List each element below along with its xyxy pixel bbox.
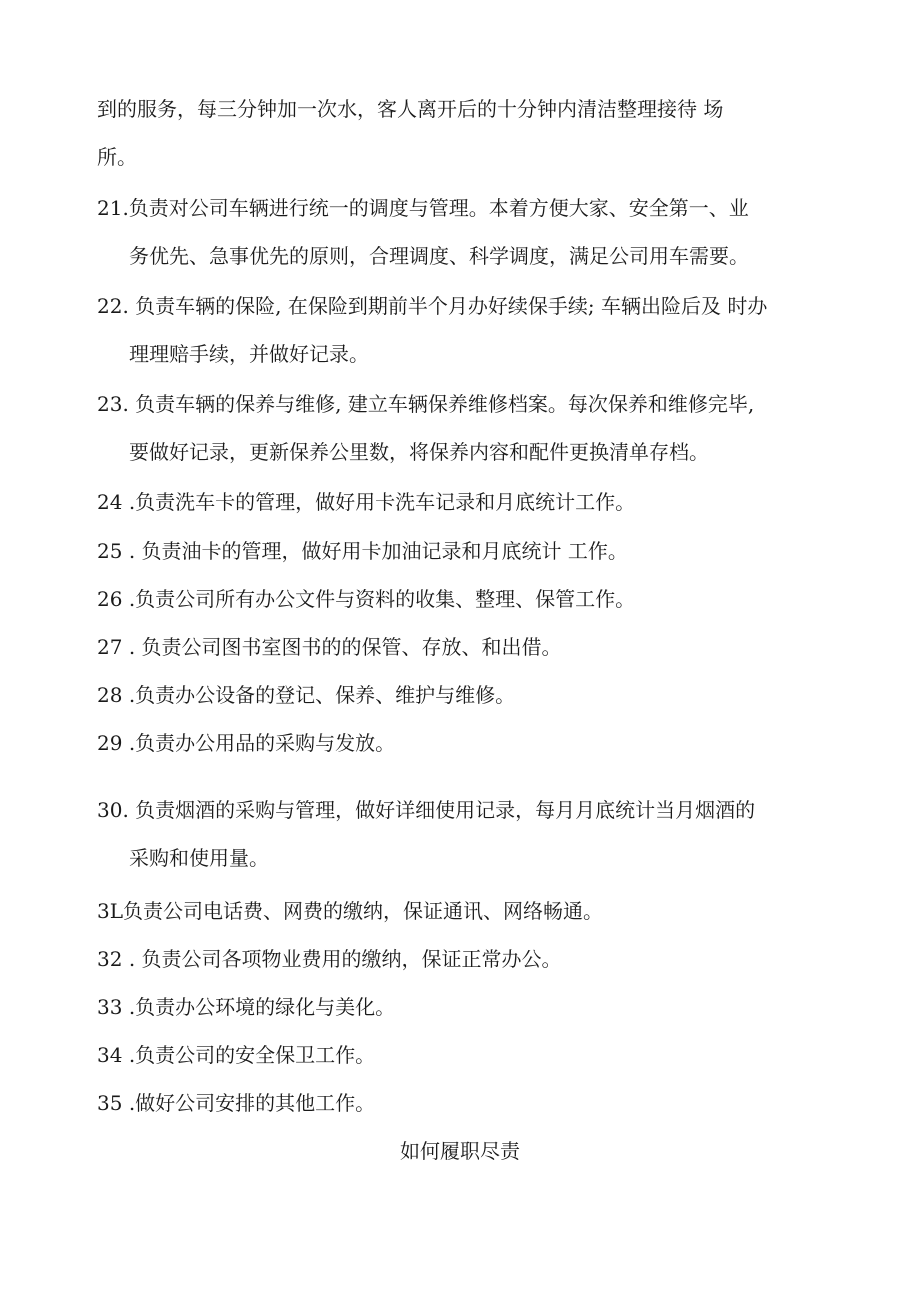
item-number: 25 — [97, 539, 123, 563]
item-number: 22 — [97, 294, 123, 318]
item-text: . 负责车辆的保养与维修, 建立车辆保养维修档案。每次保养和维修完毕, — [122, 392, 755, 416]
item-text: . 负责车辆的保险, 在保险到期前半个月办好续保手续; 车辆出险后及 时办 — [122, 294, 768, 318]
list-item-24 — [97, 490, 635, 514]
continuation-line-1: 到的服务，每三分钟加一次水，客人离开后的十分钟内清洁整理接待 场 — [97, 97, 724, 121]
list-item-23-cont: 要做好记录，更新保养公里数，将保养内容和配件更换清单存档。 — [129, 440, 709, 464]
item-number: 30 — [97, 798, 123, 822]
list-item-22 — [97, 294, 767, 318]
item-text: . 负责烟酒的采购与管理，做好详细使用记录，每月月底统计当月烟酒的 — [122, 798, 756, 822]
list-item-27 — [97, 635, 562, 659]
item-text: 负责公司电话费、网费的缴纳，保证通讯、网络畅通。 — [123, 899, 604, 923]
item-number: 29 — [97, 731, 123, 755]
list-item-29 — [97, 731, 395, 755]
item-number: 35 — [97, 1091, 123, 1115]
item-text: .负责公司所有办公文件与资料的收集、整理、保管工作。 — [128, 587, 636, 611]
item-text: .负责公司的安全保卫工作。 — [128, 1043, 376, 1067]
item-number: 3L — [97, 899, 124, 923]
item-number: 26 — [97, 587, 123, 611]
list-item-35 — [97, 1091, 375, 1115]
list-item-23 — [97, 392, 754, 416]
list-item-21 — [97, 196, 749, 220]
list-item-25 — [97, 539, 628, 563]
item-number: 33 — [97, 995, 123, 1019]
item-number: 21 — [97, 196, 123, 220]
item-text: .做好公司安排的其他工作。 — [128, 1091, 376, 1115]
item-text: .负责洗车卡的管理，做好用卡洗车记录和月底统计工作。 — [128, 490, 636, 514]
item-text: .负责办公设备的登记、保养、维护与维修。 — [128, 683, 516, 707]
section-heading: 如何履职尽责 — [400, 1139, 520, 1163]
list-item-22-cont: 理理赔手续，并做好记录。 — [129, 342, 369, 366]
list-item-33 — [97, 995, 395, 1019]
item-number: 34 — [97, 1043, 123, 1067]
item-text: .负责办公环境的绿化与美化。 — [128, 995, 396, 1019]
continuation-line-2: 所。 — [97, 145, 137, 169]
list-item-32 — [97, 947, 562, 971]
item-text: . 负责油卡的管理，做好用卡加油记录和月底统计 工作。 — [128, 539, 628, 563]
item-text: . 负责公司各项物业费用的缴纳，保证正常办公。 — [128, 947, 562, 971]
item-number: 32 — [97, 947, 123, 971]
list-item-26 — [97, 587, 635, 611]
item-number: 24 — [97, 490, 123, 514]
list-item-21-cont: 务优先、急事优先的原则，合理调度、科学调度，满足公司用车需要。 — [129, 244, 749, 268]
list-item-30 — [97, 798, 755, 822]
list-item-31 — [97, 899, 603, 923]
list-item-34 — [97, 1043, 375, 1067]
list-item-30-cont: 采购和使用量。 — [129, 846, 269, 870]
item-text: .负责办公用品的采购与发放。 — [128, 731, 396, 755]
item-text: .负责对公司车辆进行统一的调度与管理。本着方便大家、安全第一、业 — [122, 196, 749, 220]
list-item-28 — [97, 683, 515, 707]
item-number: 27 — [97, 635, 123, 659]
item-text: . 负责公司图书室图书的的保管、存放、和出借。 — [128, 635, 562, 659]
item-number: 23 — [97, 392, 123, 416]
item-number: 28 — [97, 683, 123, 707]
